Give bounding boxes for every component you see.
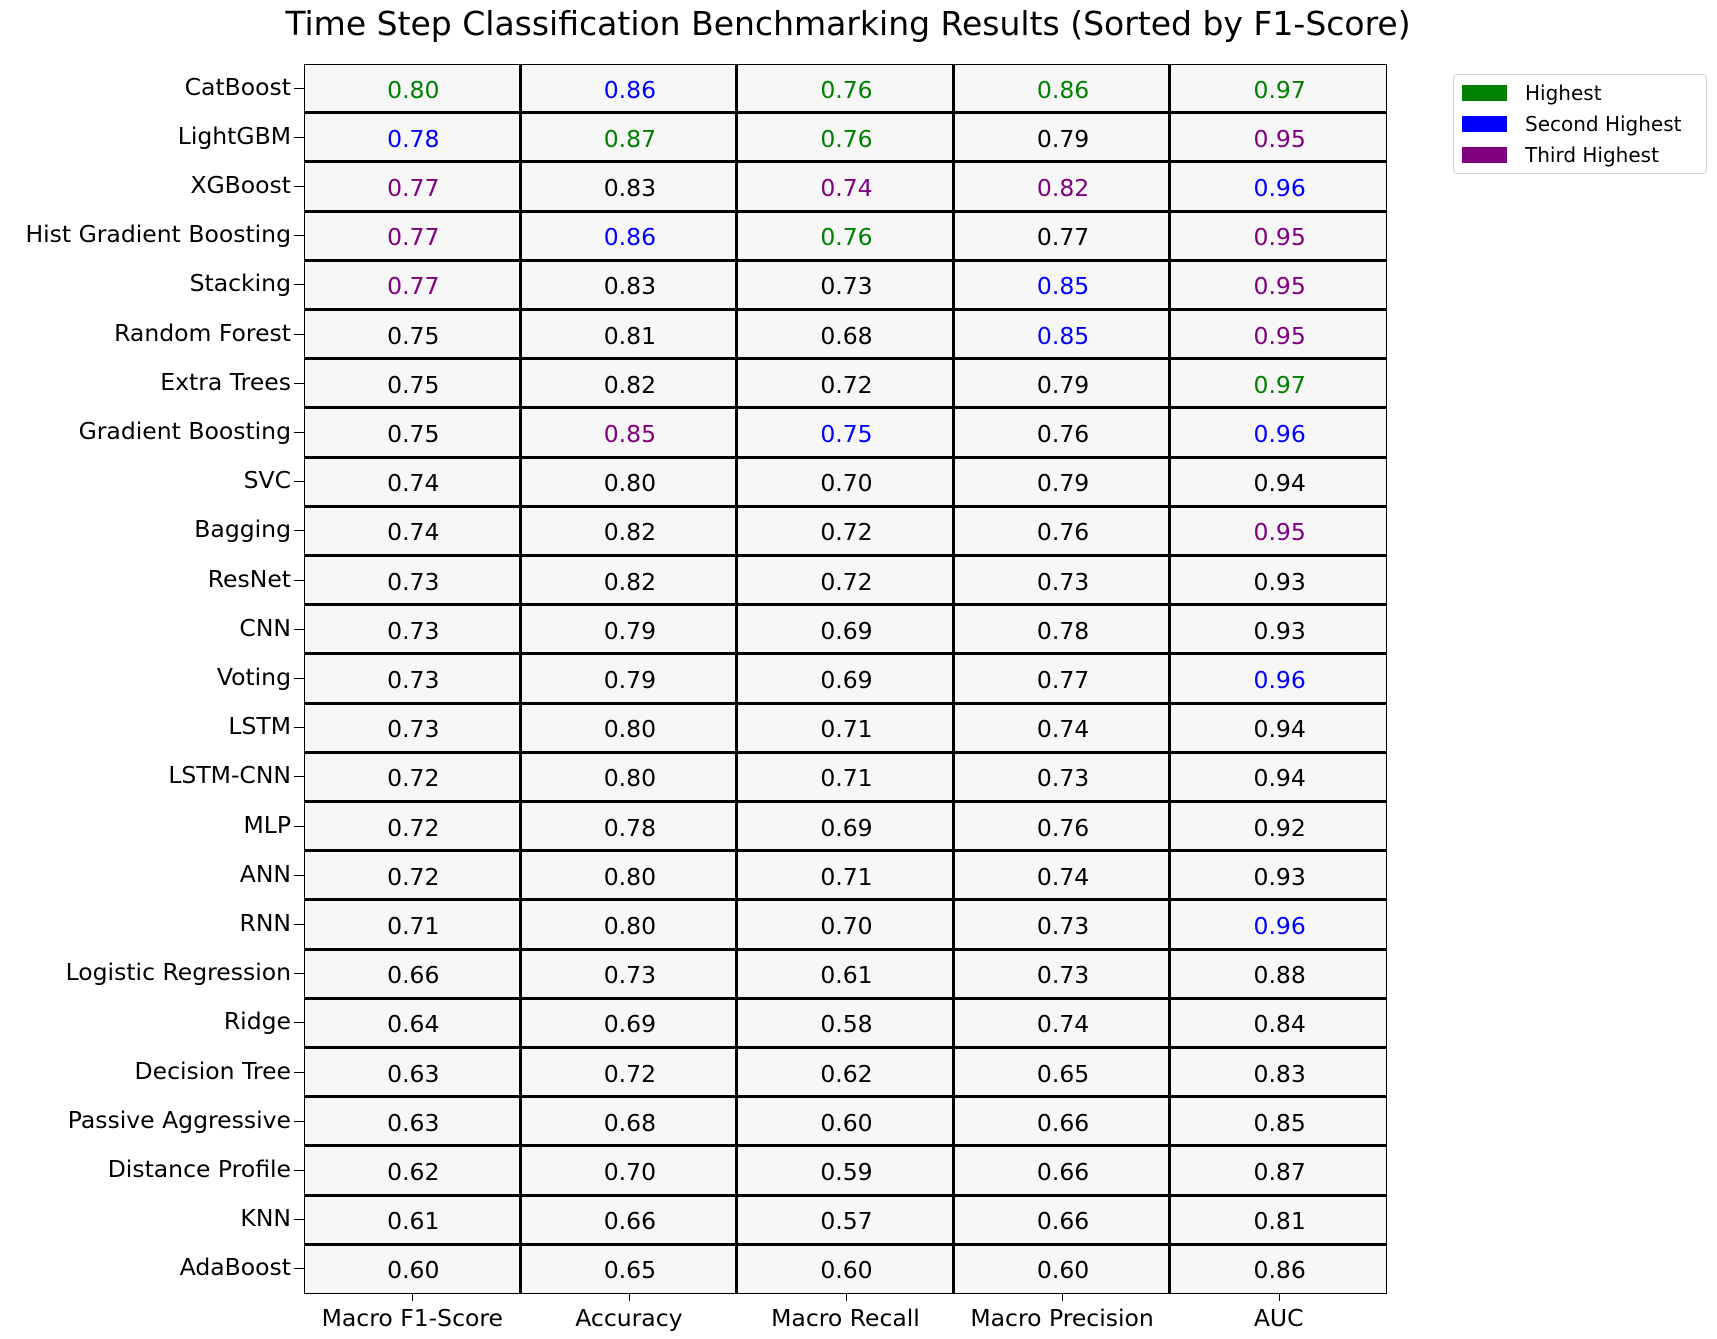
table-cell: 0.95: [1253, 518, 1306, 547]
table-cell: 0.72: [820, 518, 873, 547]
table-cell: 0.79: [603, 616, 657, 645]
table-cell: 0.71: [387, 911, 440, 940]
y-tick: [294, 629, 304, 630]
y-tick: [294, 875, 304, 876]
table-cell: 0.79: [1036, 124, 1090, 153]
table-cell: 0.77: [387, 223, 440, 252]
table-cell: 0.86: [1253, 1256, 1306, 1285]
table-cell: 0.64: [387, 1010, 440, 1039]
column-divider: [952, 65, 955, 1293]
table-cell: 0.71: [820, 715, 873, 744]
table-cell: 0.73: [603, 961, 657, 990]
y-tick: [294, 1170, 304, 1171]
table-cell: 0.79: [1036, 370, 1090, 399]
y-tick: [294, 235, 304, 236]
row-label: Hist Gradient Boosting: [25, 220, 291, 249]
table-cell: 0.83: [603, 272, 657, 301]
row-divider: [305, 259, 1386, 262]
legend-swatch-icon: [1462, 85, 1507, 101]
table-cell: 0.73: [387, 616, 440, 645]
table-cell: 0.74: [387, 518, 440, 547]
row-divider: [305, 898, 1386, 901]
row-label: LSTM: [228, 712, 291, 741]
column-divider: [1168, 65, 1171, 1293]
row-label: ResNet: [207, 564, 291, 593]
row-label: Stacking: [189, 269, 291, 298]
row-label: AdaBoost: [179, 1253, 291, 1282]
row-label: Passive Aggressive: [67, 1105, 291, 1134]
table-cell: 0.58: [820, 1010, 873, 1039]
y-tick: [294, 776, 304, 777]
table-cell: 0.85: [1036, 321, 1090, 350]
row-divider: [305, 800, 1386, 803]
table-cell: 0.70: [603, 1157, 657, 1186]
table-cell: 0.73: [1036, 961, 1090, 990]
table-cell: 0.72: [387, 813, 440, 842]
row-label: Random Forest: [114, 318, 291, 347]
table-cell: 0.85: [1036, 272, 1090, 301]
legend-item: [1462, 143, 1659, 167]
table-cell: 0.96: [1253, 911, 1306, 940]
legend-label: Second Highest: [1525, 112, 1682, 136]
row-label: LSTM-CNN: [168, 761, 291, 790]
column-label: Macro F1-Score: [321, 1304, 503, 1332]
table-cell: 0.61: [820, 961, 873, 990]
row-label: Extra Trees: [160, 367, 291, 396]
row-divider: [305, 997, 1386, 1000]
row-label: Bagging: [194, 515, 291, 544]
legend: [1453, 74, 1707, 174]
table-cell: 0.77: [387, 272, 440, 301]
table-cell: 0.79: [1036, 469, 1090, 498]
table-cell: 0.93: [1253, 616, 1306, 645]
chart-title: Time Step Classification Benchmarking Results (Sorted by F1-Score): [285, 4, 1411, 43]
table-cell: 0.88: [1253, 961, 1306, 990]
table-cell: 0.74: [820, 173, 873, 202]
row-label: KNN: [240, 1204, 291, 1233]
table-cell: 0.95: [1253, 223, 1306, 252]
table-cell: 0.75: [387, 321, 440, 350]
table-cell: 0.73: [820, 272, 873, 301]
table-cell: 0.87: [1253, 1157, 1306, 1186]
table-cell: 0.62: [820, 1059, 873, 1088]
table-cell: 0.85: [1253, 1108, 1306, 1137]
column-label: Accuracy: [575, 1304, 683, 1332]
table-cell: 0.59: [820, 1157, 873, 1186]
table-cell: 0.86: [603, 75, 657, 104]
row-label: MLP: [243, 810, 291, 839]
table-cell: 0.77: [1036, 223, 1090, 252]
row-label: Distance Profile: [107, 1155, 291, 1183]
table-cell: 0.80: [603, 764, 657, 793]
table-cell: 0.69: [820, 813, 873, 842]
column-label: AUC: [1253, 1304, 1304, 1332]
table-cell: 0.73: [1036, 567, 1090, 596]
table-cell: 0.75: [387, 370, 440, 399]
row-divider: [305, 505, 1386, 508]
y-tick: [294, 973, 304, 974]
table-cell: 0.70: [820, 911, 873, 940]
row-label: RNN: [239, 909, 291, 937]
table-cell: 0.76: [820, 223, 873, 252]
table-cell: 0.83: [603, 173, 657, 202]
y-tick: [294, 186, 304, 187]
table-cell: 0.96: [1253, 665, 1306, 694]
table-cell: 0.86: [1036, 75, 1090, 104]
table-cell: 0.94: [1253, 715, 1306, 744]
table-cell: 0.76: [1036, 518, 1090, 547]
table-cell: 0.65: [1036, 1059, 1090, 1088]
table-cell: 0.72: [387, 764, 440, 793]
table-cell: 0.74: [387, 469, 440, 498]
table-cell: 0.60: [387, 1256, 440, 1285]
table-cell: 0.96: [1253, 173, 1306, 202]
y-tick: [294, 1268, 304, 1269]
y-tick: [294, 481, 304, 482]
row-divider: [305, 1095, 1386, 1098]
table-cell: 0.82: [603, 518, 657, 547]
table-cell: 0.76: [820, 75, 873, 104]
table-cell: 0.85: [603, 419, 657, 448]
table-cell: 0.80: [387, 75, 440, 104]
y-tick: [294, 727, 304, 728]
y-tick: [294, 678, 304, 679]
table-cell: 0.57: [820, 1207, 873, 1236]
row-label: Voting: [216, 663, 291, 691]
table-cell: 0.66: [1036, 1157, 1090, 1186]
legend-swatch-icon: [1462, 147, 1507, 163]
table-cell: 0.68: [820, 321, 873, 350]
table-cell: 0.92: [1253, 813, 1306, 842]
table-cell: 0.80: [603, 469, 657, 498]
table-cell: 0.73: [1036, 911, 1090, 940]
table-cell: 0.76: [1036, 813, 1090, 842]
table-cell: 0.82: [1036, 173, 1090, 202]
table-cell: 0.76: [1036, 419, 1090, 448]
y-tick: [294, 1121, 304, 1122]
x-tick: [1062, 1294, 1063, 1301]
table-cell: 0.74: [1036, 862, 1090, 891]
column-label: Macro Recall: [771, 1304, 920, 1332]
table-cell: 0.84: [1253, 1010, 1306, 1039]
table-cell: 0.95: [1253, 124, 1306, 153]
results-table: [304, 64, 1387, 1294]
table-cell: 0.77: [1036, 665, 1090, 694]
y-tick: [294, 334, 304, 335]
y-tick: [294, 924, 304, 925]
table-cell: 0.93: [1253, 862, 1306, 891]
y-tick: [294, 88, 304, 89]
row-divider: [305, 1144, 1386, 1147]
row-divider: [305, 948, 1386, 951]
table-cell: 0.66: [387, 961, 440, 990]
table-cell: 0.65: [603, 1256, 657, 1285]
row-divider: [305, 160, 1386, 163]
table-cell: 0.96: [1253, 419, 1306, 448]
table-cell: 0.77: [387, 173, 440, 202]
table-cell: 0.72: [820, 567, 873, 596]
y-tick: [294, 1072, 304, 1073]
column-divider: [519, 65, 522, 1293]
row-label: ANN: [239, 859, 291, 888]
table-cell: 0.71: [820, 862, 873, 891]
legend-item: [1462, 81, 1602, 105]
table-cell: 0.69: [820, 665, 873, 694]
row-divider: [305, 1046, 1386, 1049]
column-divider: [735, 65, 738, 1293]
y-tick: [294, 137, 304, 138]
row-label: Gradient Boosting: [78, 417, 291, 445]
row-divider: [305, 1243, 1386, 1246]
table-cell: 0.80: [603, 715, 657, 744]
table-cell: 0.62: [387, 1157, 440, 1186]
row-divider: [305, 652, 1386, 655]
table-cell: 0.66: [1036, 1207, 1090, 1236]
table-cell: 0.78: [1036, 616, 1090, 645]
row-divider: [305, 111, 1386, 114]
row-divider: [305, 603, 1386, 606]
table-cell: 0.72: [603, 1059, 657, 1088]
table-cell: 0.94: [1253, 469, 1306, 498]
table-cell: 0.73: [387, 567, 440, 596]
table-cell: 0.83: [1253, 1059, 1306, 1088]
table-cell: 0.66: [603, 1207, 657, 1236]
table-cell: 0.87: [603, 124, 657, 153]
table-cell: 0.72: [820, 370, 873, 399]
table-cell: 0.70: [820, 469, 873, 498]
table-cell: 0.78: [387, 124, 440, 153]
row-divider: [305, 702, 1386, 705]
y-tick: [294, 530, 304, 531]
row-divider: [305, 751, 1386, 754]
row-label: LightGBM: [177, 121, 291, 150]
table-cell: 0.63: [387, 1108, 440, 1137]
row-divider: [305, 406, 1386, 409]
table-cell: 0.80: [603, 862, 657, 891]
row-divider: [305, 554, 1386, 557]
table-cell: 0.97: [1253, 75, 1306, 104]
table-cell: 0.74: [1036, 1010, 1090, 1039]
row-label: SVC: [243, 466, 291, 495]
table-cell: 0.97: [1253, 370, 1306, 399]
table-cell: 0.82: [603, 370, 657, 399]
row-label: CatBoost: [184, 72, 291, 101]
column-label: Macro Precision: [970, 1304, 1154, 1332]
table-cell: 0.71: [820, 764, 873, 793]
legend-label: Highest: [1525, 81, 1602, 105]
y-tick: [294, 1022, 304, 1023]
row-divider: [305, 849, 1386, 852]
y-tick: [294, 432, 304, 433]
table-cell: 0.69: [820, 616, 873, 645]
table-cell: 0.60: [820, 1256, 873, 1285]
table-cell: 0.73: [1036, 764, 1090, 793]
table-cell: 0.66: [1036, 1108, 1090, 1137]
y-tick: [294, 284, 304, 285]
row-label: XGBoost: [190, 171, 291, 199]
row-label: Ridge: [223, 1007, 291, 1036]
table-cell: 0.73: [387, 665, 440, 694]
legend-swatch-icon: [1462, 116, 1507, 132]
table-cell: 0.60: [1036, 1256, 1090, 1285]
table-cell: 0.95: [1253, 321, 1306, 350]
table-cell: 0.80: [603, 911, 657, 940]
table-cell: 0.86: [603, 223, 657, 252]
table-cell: 0.75: [820, 419, 873, 448]
y-tick: [294, 580, 304, 581]
row-label: CNN: [239, 613, 291, 642]
table-cell: 0.94: [1253, 764, 1306, 793]
y-tick: [294, 826, 304, 827]
table-cell: 0.60: [820, 1108, 873, 1137]
table-cell: 0.76: [820, 124, 873, 153]
row-divider: [305, 1194, 1386, 1197]
row-label: Decision Tree: [134, 1056, 291, 1085]
x-tick: [846, 1294, 847, 1301]
x-tick: [629, 1294, 630, 1301]
row-label: Logistic Regression: [65, 958, 291, 987]
table-cell: 0.78: [603, 813, 657, 842]
legend-item: [1462, 112, 1682, 136]
table-cell: 0.81: [603, 321, 657, 350]
y-tick: [294, 1219, 304, 1220]
row-divider: [305, 357, 1386, 360]
x-tick: [412, 1294, 413, 1301]
y-tick: [294, 383, 304, 384]
row-divider: [305, 308, 1386, 311]
table-cell: 0.79: [603, 665, 657, 694]
table-cell: 0.63: [387, 1059, 440, 1088]
table-cell: 0.72: [387, 862, 440, 891]
x-tick: [1279, 1294, 1280, 1301]
legend-label: Third Highest: [1525, 143, 1659, 167]
table-cell: 0.81: [1253, 1207, 1306, 1236]
table-cell: 0.61: [387, 1207, 440, 1236]
table-cell: 0.68: [603, 1108, 657, 1137]
row-divider: [305, 210, 1386, 213]
table-cell: 0.73: [387, 715, 440, 744]
table-cell: 0.74: [1036, 715, 1090, 744]
table-cell: 0.69: [603, 1010, 657, 1039]
table-cell: 0.82: [603, 567, 657, 596]
table-cell: 0.95: [1253, 272, 1306, 301]
table-cell: 0.93: [1253, 567, 1306, 596]
table-cell: 0.75: [387, 419, 440, 448]
row-divider: [305, 456, 1386, 459]
